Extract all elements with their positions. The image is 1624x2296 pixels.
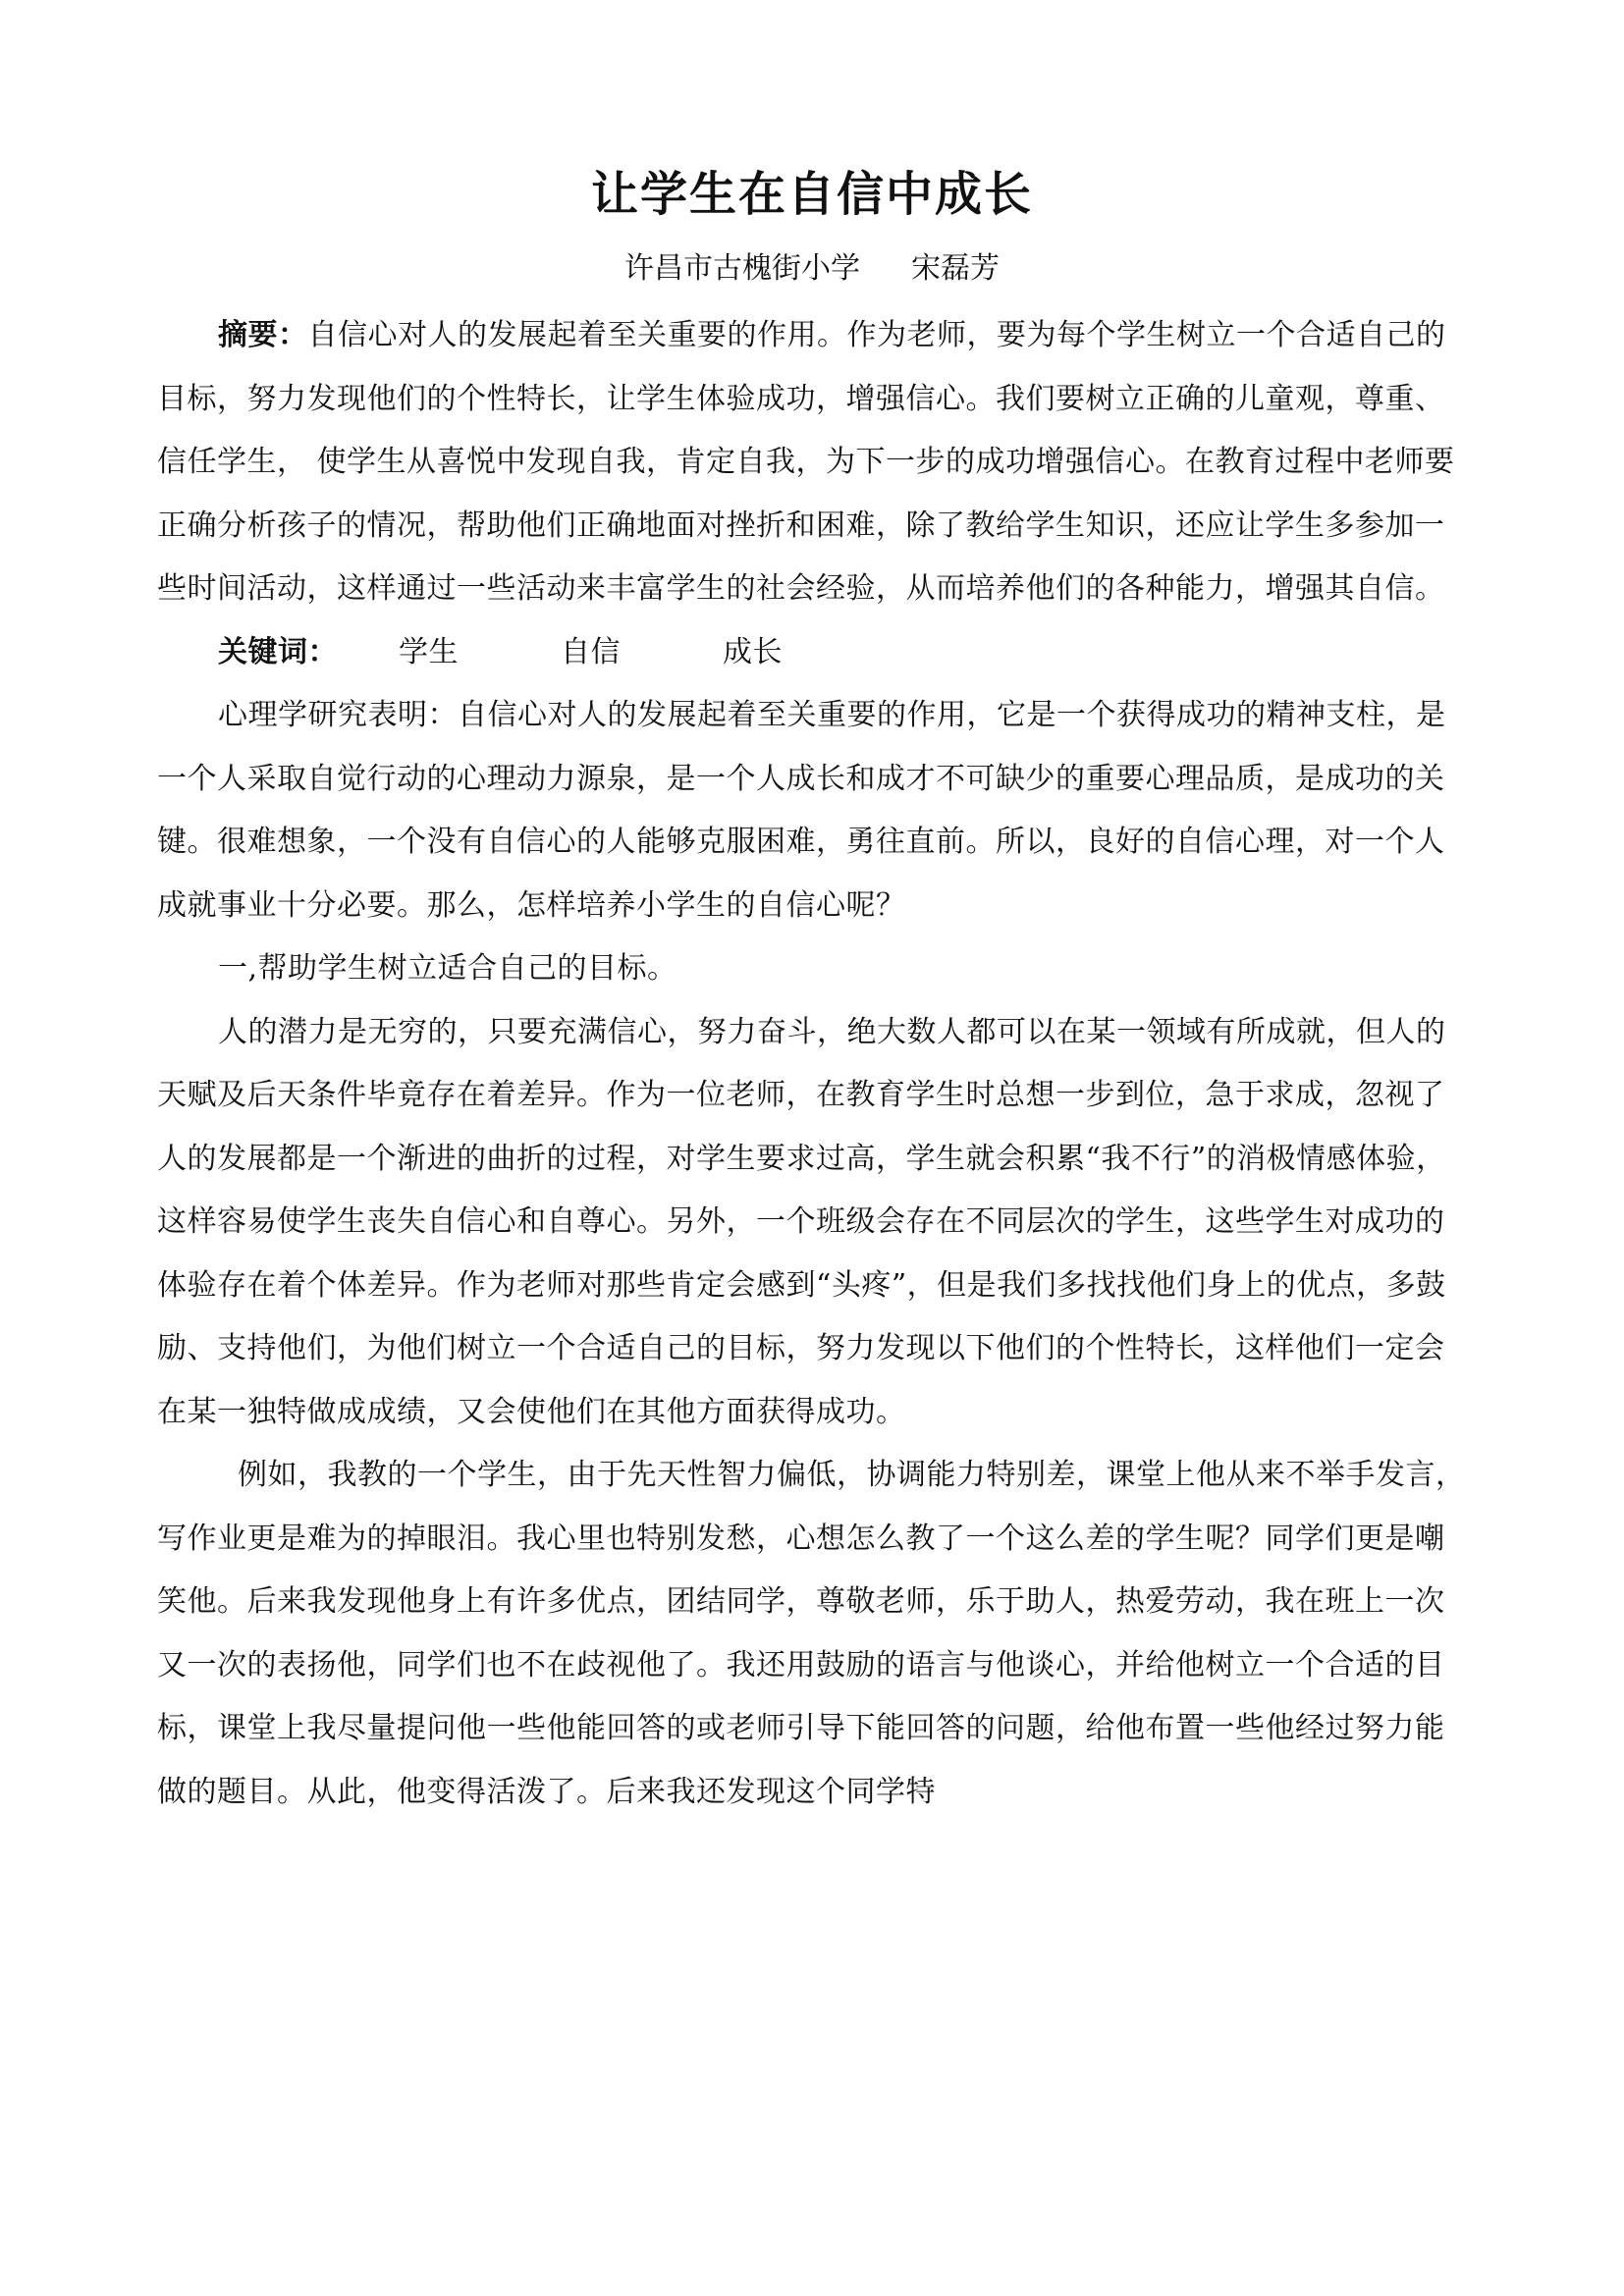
section-heading: 一,帮助学生树立适合自己的目标。: [218, 951, 677, 986]
body-paragraph: 人的潜力是无穷的，只要充满信心，努力奋斗，绝大数人都可以在某一领域有所成就，但人的天赋及后天条件毕竟存在着差异。作为一位老师，在教育学生时总想一步到位，急于求成，忽视了人的发展都是一个渐进的曲折的过程，对学生要求过高，学生就会积累“我不行”的消极情感体验，这样容易使学生丧失自信心和自尊心。另外，一个班级会存在不同层次的学生，这些学生对成功的体验存在着个体差异。作为老师对那些肯定会感到“头疼”，但是我们多找找他们身上的优点，多鼓励、支持他们，为他们树立一个合适自己的目标，努力发现以下他们的个性特长，这样他们一定会在某一独特做成成绩，又会使他们在其他方面获得成功。: [157, 1014, 1446, 1429]
document-body: [157, 304, 1473, 1824]
body-paragraph: 心理学研究表明：自信心对人的发展起着至关重要的作用，它是一个获得成功的精神支柱，是一个人采取自觉行动的心理动力源泉，是一个人成长和成才不可缺少的重要心理品质，是成功的关键。很难想象，一个没有自信心的人能够克服困难，勇往直前。所以，良好的自信心理，对一个人成就事业十分必要。那么，怎样培养小学生的自信心呢？: [157, 698, 1446, 923]
keyword: 自信: [561, 634, 621, 669]
body-paragraph: 例如，我教的一个学生，由于先天性智力偏低，协调能力特别差，课堂上他从来不举手发言，写作业更是难为的掉眼泪。我心里也特别发愁，心想怎么教了一个这么差的学生呢？同学们更是嘲笑他。后来我发现他身上有许多优点，团结同学，尊敬老师，乐于助人，热爱劳动，我在班上一次又一次的表扬他，同学们也不在歧视他了。我还用鼓励的语言与他谈心，并给他树立一个合适的目标，课堂上我尽量提问他一些他能回答的或老师引导下能回答的问题，给他布置一些他经过努力能做的题目。从此，他变得活泼了。后来我还发现这个同学特: [157, 1458, 1466, 1809]
author-name: 宋磊芳: [911, 251, 1000, 286]
page-title: 让学生在自信中成长: [590, 167, 1033, 222]
keyword: 学生: [399, 634, 459, 669]
keywords-paragraph: [157, 621, 1473, 685]
abstract-label: 摘要：: [218, 318, 308, 352]
author-line: [0, 249, 1624, 289]
abstract-text: 自信心对人的发展起着至关重要的作用。作为老师，要为每个学生树立一个合适自己的目标，努力发现他们的个性特长，让学生体验成功，增强信心。我们要树立正确的儿童观，尊重、信任学生， 使学生从喜悦中发现自我，肯定自我，为下一步的成功增强信心。在教育过程中老师要正确分析孩子的情况，帮助他们正确地面对挫折和困难，除了教给学生知识，还应让学生多参加一些时间活动，这样通过一些活动来丰富学生的社会经验，从而培养他们的各种能力，增强其自信。: [157, 318, 1455, 606]
author-school: 许昌市古槐街小学: [624, 251, 860, 286]
keywords-label: 关键词：: [218, 634, 338, 669]
keyword: 成长: [723, 634, 783, 669]
abstract-paragraph: [157, 304, 1473, 621]
